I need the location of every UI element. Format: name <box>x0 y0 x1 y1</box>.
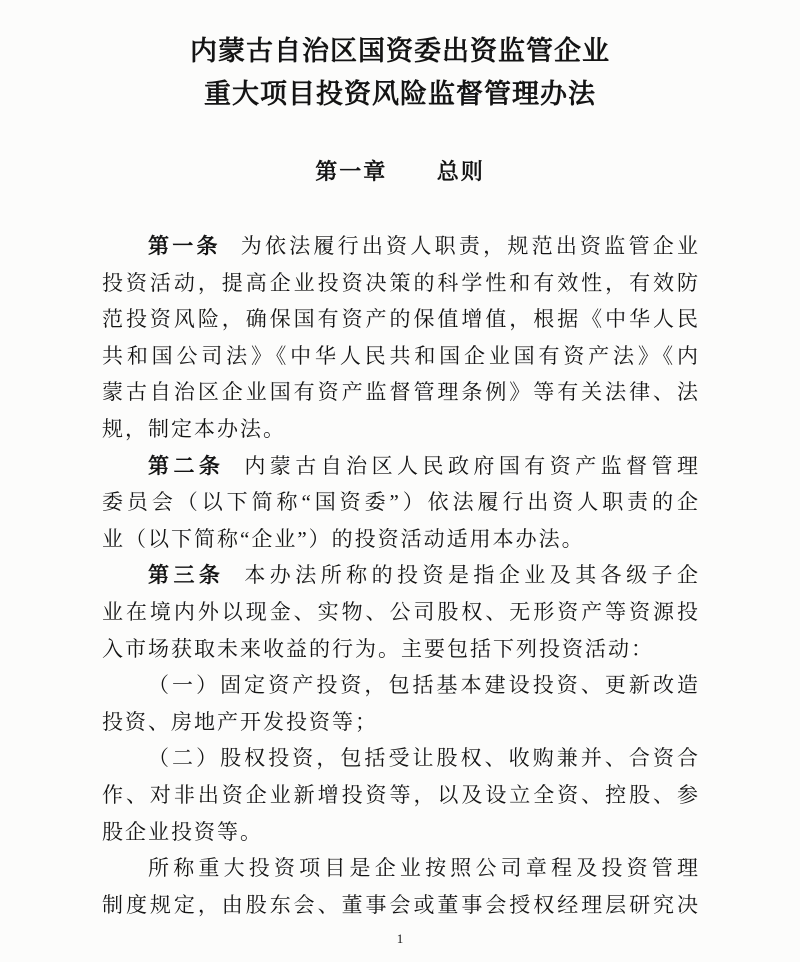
text-line <box>102 814 700 851</box>
text-line <box>102 557 700 594</box>
article-number: 第一条 <box>148 234 221 258</box>
line-text: 共和国公司法》《中华人民共和国企业国有资产法》《内 <box>102 343 700 368</box>
line-text: 作、对非出资企业新增投资等，以及设立全资、控股、参 <box>102 782 700 807</box>
title-line-1: 内蒙古自治区国资委出资监管企业 <box>190 36 610 66</box>
document-body <box>102 228 700 923</box>
title-line-2: 重大项目投资风险监督管理办法 <box>204 79 596 109</box>
line-text: 内蒙古自治区人民政府国有资产监督管理 <box>244 453 701 478</box>
text-line <box>102 301 700 338</box>
text-line <box>102 338 700 375</box>
line-text: 本办法所称的投资是指企业及其各级子企 <box>244 563 701 588</box>
text-line <box>102 265 700 302</box>
line-text: 投资、房地产开发投资等； <box>102 709 378 734</box>
text-line <box>102 850 700 887</box>
text-line <box>102 374 700 411</box>
line-text: 规，制定本办法。 <box>102 416 286 441</box>
article-number: 第二条 <box>148 453 225 478</box>
line-text: 为依法履行出资人职责，规范出资监管企业 <box>240 234 701 258</box>
chapter-heading <box>0 157 800 187</box>
text-line <box>102 777 700 814</box>
text-line <box>102 521 700 558</box>
text-line <box>102 631 700 668</box>
line-text: 所称重大投资项目是企业按照公司章程及投资管理 <box>148 856 700 881</box>
line-text: （二）股权投资，包括受让股权、收购兼并、合资合 <box>148 746 700 771</box>
text-line <box>102 887 700 924</box>
text-line <box>102 484 700 521</box>
page-number: 1 <box>396 931 404 946</box>
text-line <box>102 740 700 777</box>
text-line <box>102 594 700 631</box>
document-title <box>0 30 800 116</box>
text-line <box>102 704 700 741</box>
line-text: （一）固定资产投资，包括基本建设投资、更新改造 <box>148 673 700 698</box>
line-text: 入市场获取未来收益的行为。主要包括下列投资活动： <box>102 636 654 661</box>
chapter-title: 总则 <box>436 159 485 184</box>
text-line <box>102 411 700 448</box>
text-line <box>102 228 700 265</box>
article-number: 第三条 <box>148 563 225 588</box>
line-text: 股企业投资等。 <box>102 819 263 844</box>
text-line <box>102 667 700 704</box>
text-line <box>102 448 700 485</box>
line-text: 制度规定，由股东会、董事会或董事会授权经理层研究决 <box>102 892 700 917</box>
line-text: 范投资风险，确保国有资产的保值增值，根据《中华人民 <box>102 307 700 332</box>
chapter-number: 第一章 <box>315 159 388 184</box>
line-text: 业在境内外以现金、实物、公司股权、无形资产等资源投 <box>102 599 700 624</box>
line-text: 委员会（以下简称“国资委”）依法履行出资人职责的企 <box>102 490 700 515</box>
line-text: 蒙古自治区企业国有资产监督管理条例》等有关法律、法 <box>102 380 700 405</box>
line-text: 业（以下简称“企业”）的投资活动适用本办法。 <box>102 526 585 551</box>
line-text: 投资活动，提高企业投资决策的科学性和有效性，有效防 <box>102 270 700 295</box>
